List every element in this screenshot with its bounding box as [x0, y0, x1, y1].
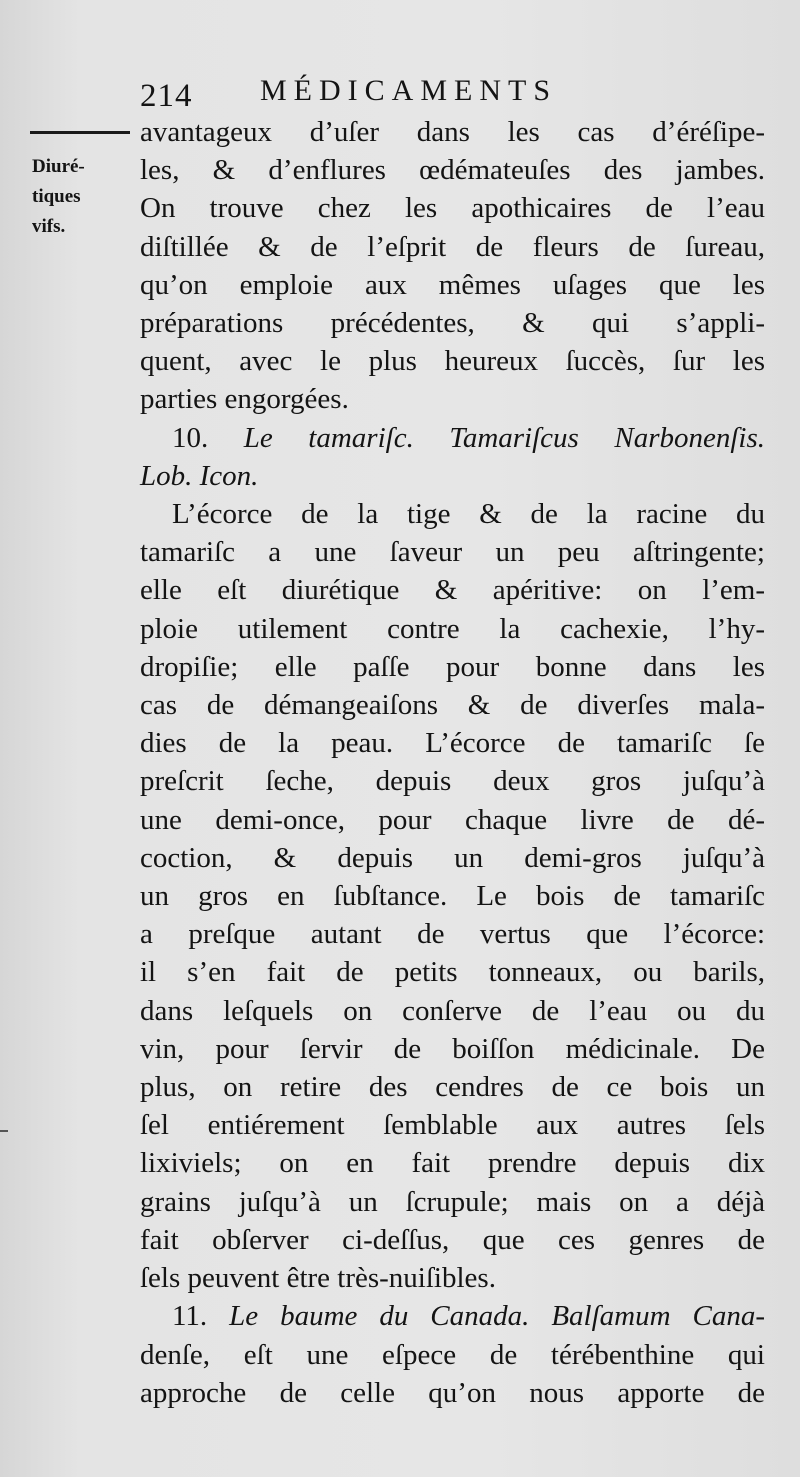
body-text: [140, 113, 765, 1412]
text-line: les, & d’enflures œdémateuſes des jambes.: [140, 154, 765, 187]
entry-heading-11: [140, 1297, 765, 1335]
text-line: ſels peuvent être très-nuiſibles.: [140, 1262, 496, 1295]
page-edge-mark: [0, 1130, 8, 1132]
page-header: [140, 72, 700, 116]
entry-title: Le baume du Canada. Balſamum Cana-: [229, 1300, 766, 1333]
text-line: dropiſie; elle paſſe pour bonne dans les: [140, 650, 765, 683]
text-line: approche de celle qu’on nous apporte de: [140, 1376, 765, 1409]
text-line: ſel entiérement ſemblable aux autres ſels: [140, 1109, 765, 1142]
running-head: MÉDICAMENTS: [260, 74, 558, 107]
margin-note: [32, 152, 132, 242]
text-line: tamariſc a une ſaveur un peu aſtringente;: [140, 536, 765, 569]
text-line: cas de démangeaiſons & de diverſes mala-: [140, 689, 765, 722]
text-line: préparations précédentes, & qui s’appli-: [140, 307, 765, 340]
text-line: coction, & depuis un demi-gros juſqu’à: [140, 841, 765, 874]
text-line: denſe, eſt une eſpece de térébenthine qui: [140, 1338, 765, 1371]
text-line: diſtillée & de l’eſprit de fleurs de ſureau,: [140, 230, 765, 263]
text-line: On trouve chez les apothicaires de l’eau: [140, 192, 765, 225]
text-line: avantageux d’uſer dans les cas d’éréſipe-: [140, 116, 765, 148]
text-line: L’écorce de la tige & de la racine du: [172, 498, 765, 531]
text-line: ploie utilement contre la cachexie, l’hy-: [140, 612, 765, 645]
text-line: fait obſerver ci-deſſus, que ces genres de: [140, 1223, 765, 1256]
text-line: grains juſqu’à un ſcrupule; mais on a déjà: [140, 1185, 765, 1218]
text-line: elle eſt diurétique & apéritive: on l’em-: [140, 574, 765, 607]
text-line: une demi-once, pour chaque livre de dé-: [140, 803, 765, 836]
text-line: dies de la peau. L’écorce de tamariſc ſe: [140, 727, 765, 760]
text-line: parties engorgées.: [140, 383, 349, 416]
text-line: un gros en ſubſtance. Le bois de tamariſc: [140, 880, 765, 913]
item-number: 10.: [172, 421, 209, 454]
margin-note-line: Diuré-: [32, 156, 85, 177]
page-number: 214: [140, 78, 193, 114]
text-line: qu’on emploie aux mêmes uſages que les: [140, 268, 765, 301]
entry-heading-10: [140, 419, 765, 457]
entry-title: Le tamariſc. Tamariſcus Narbonenſis.: [243, 421, 766, 454]
margin-note-line: vifs.: [32, 216, 66, 237]
text-line: quent, avec le plus heureux ſuccès, ſur les: [140, 345, 765, 378]
text-line: plus, on retire des cendres de ce bois un: [140, 1071, 765, 1104]
margin-rule: [30, 131, 130, 134]
text-line: Lob. Icon.: [140, 459, 259, 492]
margin-note-line: tiques: [32, 186, 81, 207]
text-line: a preſque autant de vertus que l’écorce:: [140, 918, 765, 951]
item-number: 11.: [172, 1300, 208, 1333]
text-line: lixiviels; on en fait prendre depuis dix: [140, 1147, 765, 1180]
text-line: dans leſquels on conſerve de l’eau ou du: [140, 994, 765, 1027]
text-line: il s’en fait de petits tonneaux, ou barils,: [140, 956, 765, 989]
text-line: vin, pour ſervir de boiſſon médicinale. De: [140, 1032, 765, 1065]
text-line: preſcrit ſeche, depuis deux gros juſqu’à: [140, 765, 765, 798]
